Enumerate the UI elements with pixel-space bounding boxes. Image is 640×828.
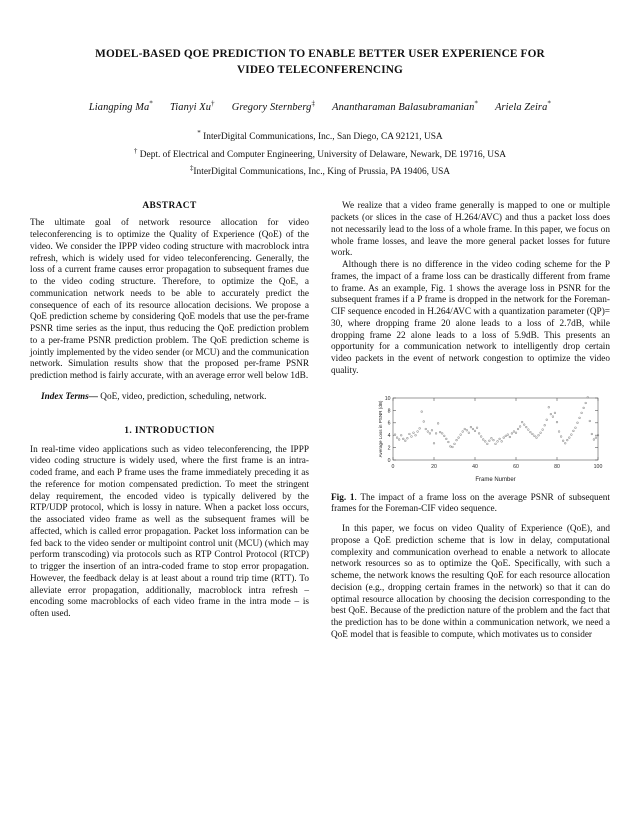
abstract-text: The ultimate goal of network resource allocation for video teleconferencing is to optimize the Quality of Experience (QoE) of the video. We consider the IPPP video coding structure with macroblock intra refresh, which is widely used for video teleconferencing. Generally, the loss of a current frame causes error propagation to subsequent frames due to the video coding structure. Therefore, to optimize the QoE, a communication network needs to be able to accurately predict the consequence of each of its resource allocation decisions. We propose a QoE prediction scheme by considering QoE models that use the per-frame PSNR time series as the input, thus reducing the QoE prediction problem to a per-frame PSNR prediction problem. The QoE prediction scheme is jointly implemented by the video sender (or MCU) and the communication network. Simulation results show that the proposed per-frame PSNR prediction method is fairly accurate, with an average error well below 1dB. bbox=[30, 218, 309, 382]
affiliation-mark: † bbox=[133, 146, 138, 155]
author-4: Ariela Zeira* bbox=[495, 100, 552, 114]
author-affil-mark: ‡ bbox=[311, 100, 316, 108]
index-terms-values: QoE, video, prediction, scheduling, network. bbox=[97, 391, 267, 402]
x-tick-label: 40 bbox=[472, 463, 478, 470]
author-3: Anantharaman Balasubramanian* bbox=[332, 100, 479, 114]
y-tick-label: 8 bbox=[387, 408, 391, 415]
x-axis-label: Frame Number bbox=[475, 476, 516, 483]
scatter-plot bbox=[331, 392, 610, 484]
author-affil-mark: * bbox=[474, 100, 479, 108]
right-column bbox=[331, 201, 610, 641]
author-affil-mark: * bbox=[547, 100, 552, 108]
y-tick-label: 6 bbox=[387, 420, 391, 427]
y-tick-label: 2 bbox=[387, 445, 391, 452]
y-tick-label: 4 bbox=[387, 432, 391, 439]
author-0: Liangping Ma* bbox=[88, 100, 153, 114]
figure-label: Fig. 1 bbox=[331, 492, 355, 503]
author-affil-mark: † bbox=[211, 100, 215, 108]
y-axis-label: Average Loss in PSNR (dB) bbox=[378, 400, 383, 458]
y-tick-label: 0 bbox=[387, 457, 391, 464]
intro-paragraph-2: We realize that a video frame generally is mapped to one or multiple packets (or slices in the case of H.264/AVC) and thus a packet loss does not necessarily lead to the loss of a whole frame. In this paper, we focus on whole frame losses, and leave the more general packet losses for future work. bbox=[331, 201, 610, 259]
intro-paragraph-1: In real-time video applications such as video teleconferencing, the IPPP video coding structure is widely used, where the first frame is an intra-coded frame, and each P frame uses the frame immediately preceding it as the reference for motion compensated prediction. To meet the stringent delay requirement, the encoded video is typically delivered by the RTP/UDP protocol, which is lossy in nature. When a packet loss occurs, the associated video frame as well as the subsequent frames will be affected, which is called error propagation. Packet loss information can be fed back to the video sender or multipoint control unit (MCU) (which may perform transcoding) via protocols such as RTP Control Protocol (RTCP) to trigger the insertion of an intra-coded frame to stop error propagation. However, the feedback delay is at least about a round trip time (RTT). To alleviate error propagation, additionally, macroblock intra refresh – encoding some macroblocks of each video frame in the intra mode – is often used. bbox=[30, 444, 309, 620]
intro-paragraph-4: In this paper, we focus on video Quality of Experience (QoE), and propose a QoE prediction scheme that is low in delay, computational complexity and communication overhead to enable a network to allocate network resources so as to optimize the QoE. Specifically, with such a scheme, the network knows the resulting QoE for each resource allocation decision (e.g., dropping certain frames in the network) so that it can do optimal resource allocation by choosing the decision corresponding to the best QoE. Because of the prediction nature of the problem and the fact that the prediction has to be done within a communication network, we need a QoE model that is feasible to compute, which motivates us to consider bbox=[331, 524, 610, 640]
author-1: Tianyi Xu† bbox=[170, 100, 215, 114]
index-terms bbox=[30, 392, 309, 404]
figure-caption bbox=[331, 493, 610, 517]
affiliation-1: † Dept. of Electrical and Computer Engineering, University of Delaware, Newark, DE 19716, USA bbox=[133, 146, 507, 160]
x-tick-label: 60 bbox=[513, 463, 519, 470]
body-columns bbox=[30, 201, 610, 641]
x-tick-label: 0 bbox=[391, 463, 395, 470]
author-list bbox=[30, 100, 610, 113]
affiliation-list bbox=[30, 127, 610, 179]
affiliation-2: ‡InterDigital Communications, Inc., King of Prussia, PA 19406, USA bbox=[189, 164, 451, 178]
x-tick-label: 80 bbox=[554, 463, 560, 470]
left-column bbox=[30, 201, 309, 641]
x-tick-label: 20 bbox=[431, 463, 437, 470]
figure-caption-text: . The impact of a frame loss on the average PSNR of subsequent frames for the Foreman-CIF video sequence. bbox=[331, 492, 610, 515]
figure-1 bbox=[331, 392, 610, 517]
abstract-heading: ABSTRACT bbox=[142, 201, 197, 212]
index-terms-label: Index Terms— bbox=[41, 391, 98, 402]
data-point bbox=[587, 396, 589, 398]
page-title bbox=[53, 46, 587, 78]
title-line-2: VIDEO TELECONFERENCING bbox=[237, 64, 403, 76]
author-2: Gregory Sternberg‡ bbox=[231, 100, 316, 114]
affiliation-mark: ‡ bbox=[189, 164, 194, 173]
y-tick-label: 10 bbox=[384, 395, 391, 402]
affiliation-0: * InterDigital Communications, Inc., San Diego, CA 92121, USA bbox=[197, 129, 443, 143]
introduction-heading: 1. INTRODUCTION bbox=[124, 425, 215, 436]
title-line-1: MODEL-BASED QOE PREDICTION TO ENABLE BETTER USER EXPERIENCE FOR bbox=[95, 48, 545, 60]
x-tick-label: 100 bbox=[593, 463, 603, 470]
author-affil-mark: * bbox=[149, 100, 153, 108]
scatter-plot-svg bbox=[331, 392, 610, 484]
intro-paragraph-3: Although there is no difference in the video coding scheme for the P frames, the impact of a frame loss can be drastically different from frame to frame. As an example, Fig. 1 shows the average loss in PSNR for the subsequent frames if a P frame is dropped in the network for the Foreman-CIF sequence encoded in H.264/AVC with a quantization parameter (QP)= 30, where dropping frame 20 alone leads to a loss of 2.7dB, while dropping frame 22 alone leads to a loss of 5.9dB. This presents an opportunity for a communication network to intelligently drop certain video packets in the event of network congestion to optimize the video quality. bbox=[331, 260, 610, 376]
affiliation-mark: * bbox=[197, 129, 201, 138]
